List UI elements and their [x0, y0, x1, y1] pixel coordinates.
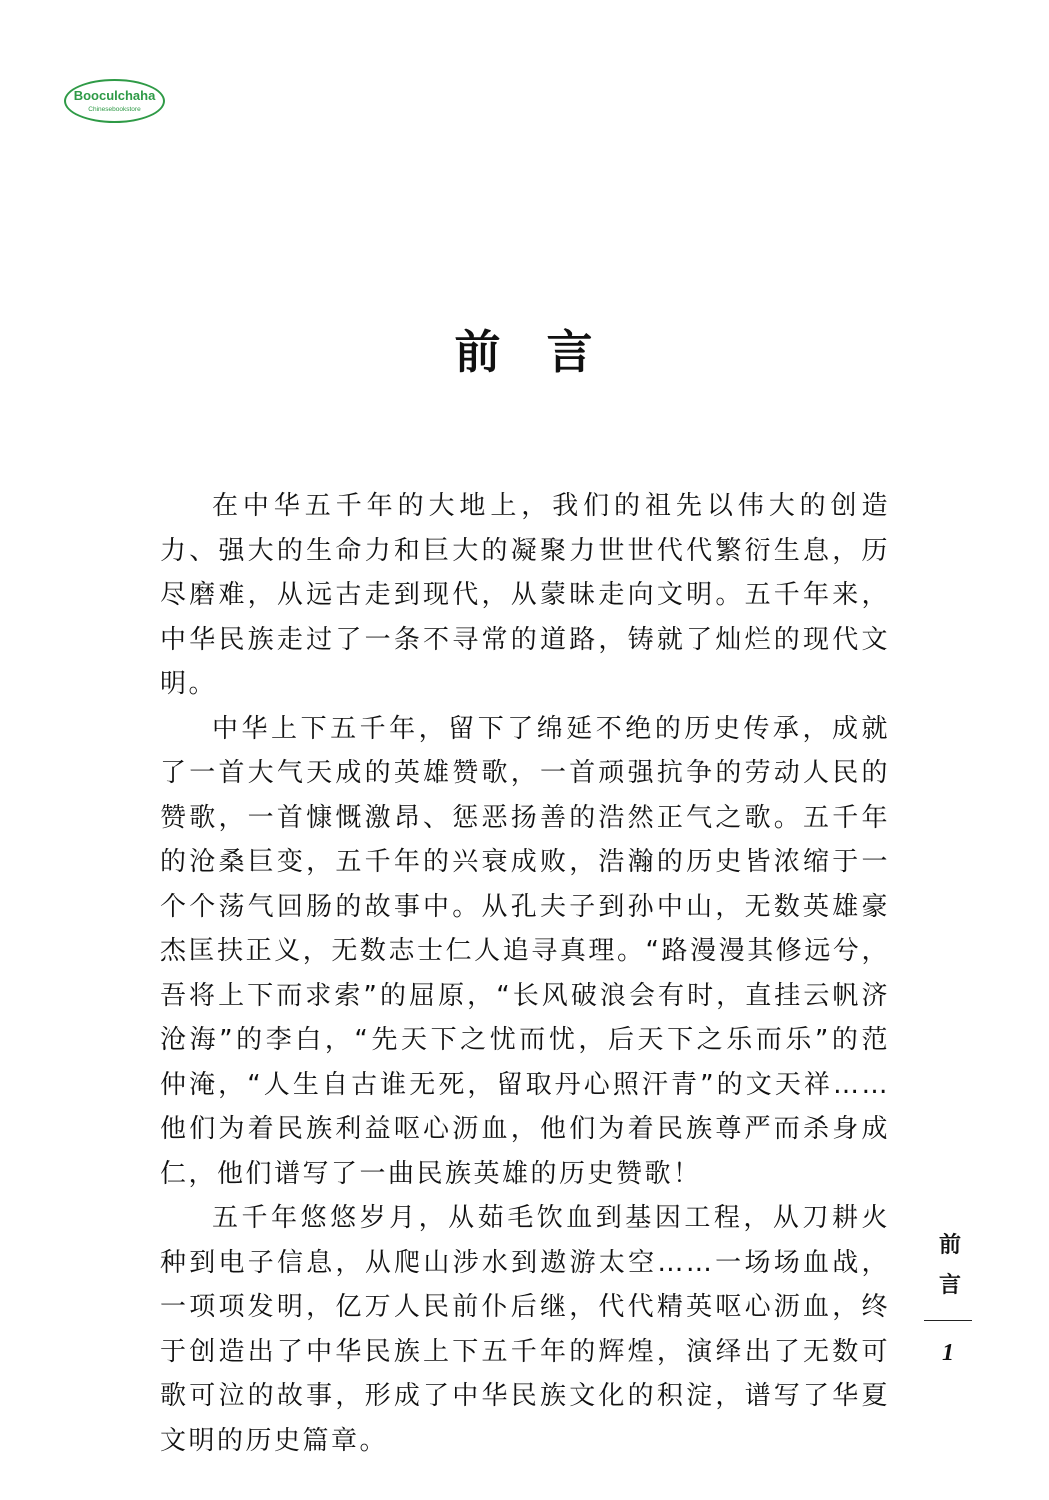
- title-char-1: 前: [454, 325, 503, 379]
- publisher-logo: [64, 79, 165, 123]
- preface-body: [160, 484, 890, 1463]
- logo-subtitle: Chinesebookstore: [88, 106, 141, 113]
- title-char-2: 言: [546, 325, 595, 379]
- paragraph-1: 在中华五千年的大地上，我们的祖先以伟大的创造力、强大的生命力和巨大的凝聚力世世代代繁衍生息，历尽磨难，从远古走到现代，从蒙昧走向文明。五千年来，中华民族走过了一条不寻常的道路，铸就了灿烂的现代文明。: [160, 491, 890, 699]
- page-number: 1: [942, 1340, 954, 1366]
- side-title-char-2: 言: [938, 1273, 961, 1298]
- page-title: [0, 322, 1049, 382]
- paragraph-3: 五千年悠悠岁月，从茹毛饮血到基因工程，从刀耕火种到电子信息，从爬山涉水到遨游太空……一场场血战，一项项发明，亿万人民前仆后继，代代精英呕心沥血，终于创造出了中华民族上下五千年的辉煌，演绎出了无数可歌可泣的故事，形成了中华民族文化的积淀，谱写了华夏文明的历史篇章。: [160, 1203, 890, 1456]
- page-number-rule: [924, 1320, 972, 1321]
- side-title-char-1: 前: [938, 1233, 961, 1258]
- running-section-title: [934, 1226, 966, 1306]
- paragraph-2: 中华上下五千年，留下了绵延不绝的历史传承，成就了一首大气天成的英雄赞歌，一首顽强抗争的劳动人民的赞歌，一首慷慨激昂、惩恶扬善的浩然正气之歌。五千年的沧桑巨变，五千年的兴衰成败，浩瀚的历史皆浓缩于一个个荡气回肠的故事中。从孔夫子到孙中山，无数英雄豪杰匡扶正义，无数志士仁人追寻真理。“路漫漫其修远兮，吾将上下而求索”的屈原，“长风破浪会有时，直挂云帆济沧海”的李白，“先天下之忧而忧，后天下之乐而乐”的范仲淹，“人生自古谁无死，留取丹心照汗青”的文天祥……他们为着民族利益呕心沥血，他们为着民族尊严而杀身成仁，他们谱写了一曲民族英雄的历史赞歌！: [160, 713, 890, 1189]
- logo-name: Booculchaha: [73, 88, 156, 103]
